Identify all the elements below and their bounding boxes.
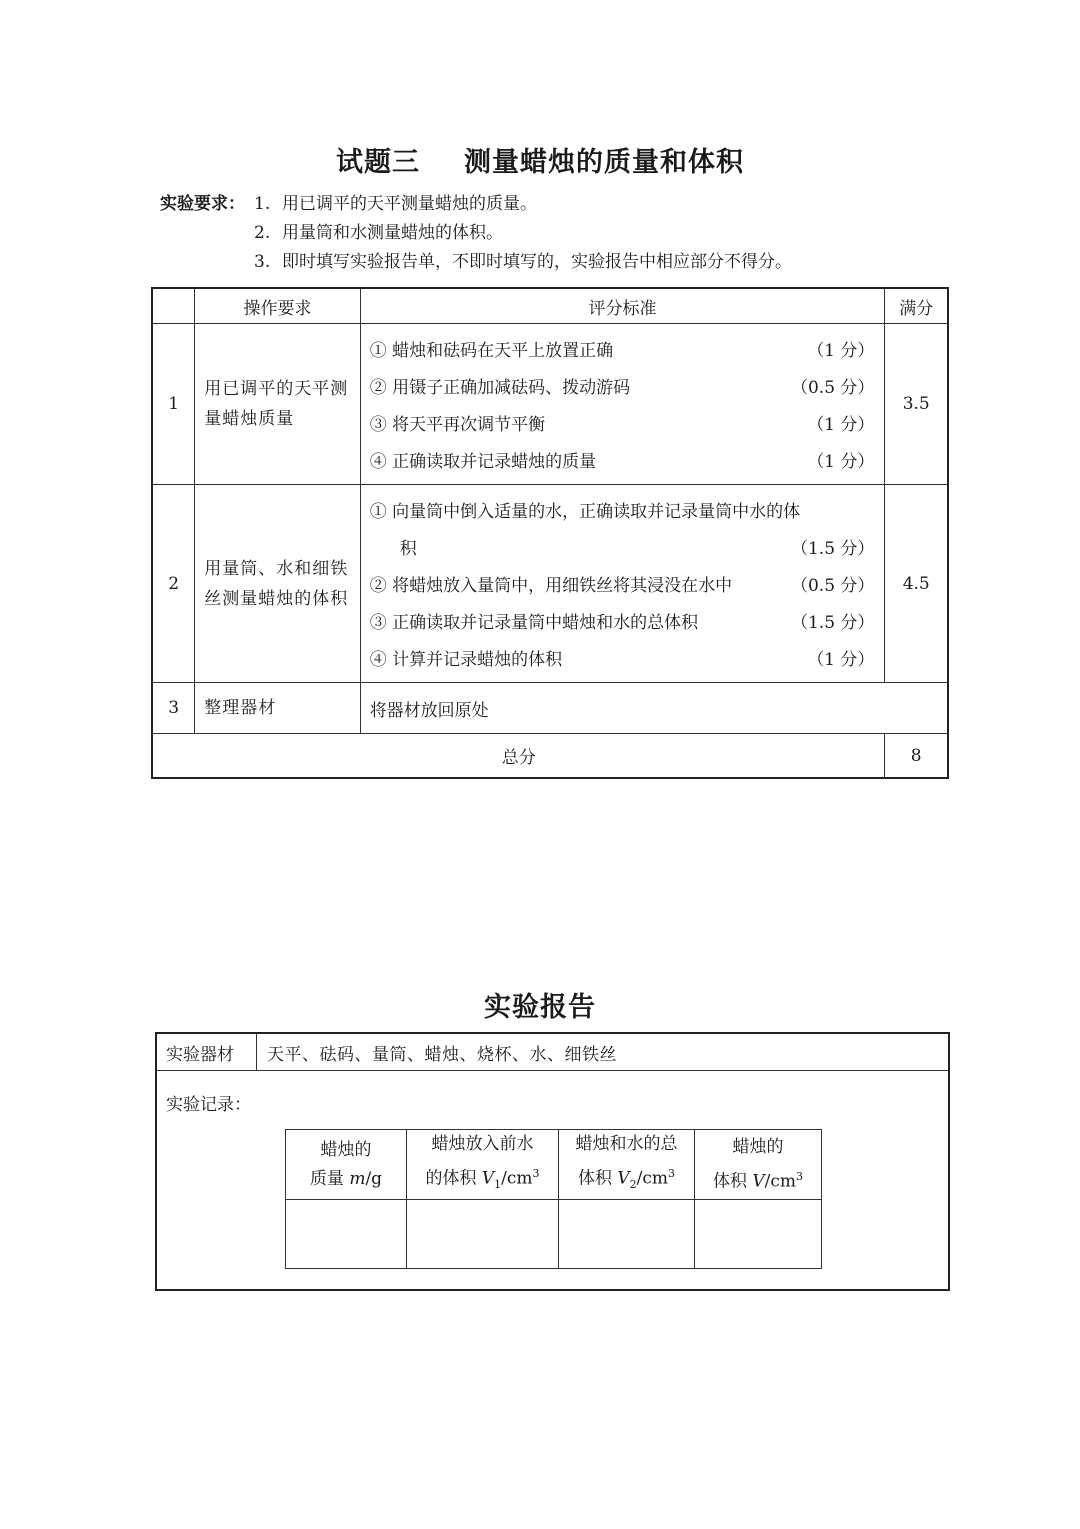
header-criteria: 评分标准 [360,288,885,324]
total-value: 8 [885,734,948,779]
title-part2: 测量蜡烛的质量和体积 [464,147,744,178]
record-col-header: 蜡烛放入前水 的体积 $V_1/cm^3$ [407,1130,559,1200]
table-row: 3 整理器材 将器材放回原处 [152,683,948,734]
record-label: 实验记录： [166,1095,251,1115]
criteria-cell: ① 蜡烛和砝码在天平上放置正确 （1 分） ② 用镊子正确加减砝码、拨动游码 （0.5 分） ③ 将天平再次调节平衡 （1 分） ④ 正确读取并记录蜡烛的质量 （1 分） [360,324,885,485]
record-col-header: 蜡烛的 体积 $V/cm^3$ [695,1130,822,1200]
total-label: 总分 [152,734,885,779]
record-cell-v2[interactable] [559,1200,695,1269]
record-input-row [286,1200,822,1269]
header-op: 操作要求 [195,288,360,324]
record-cell-v[interactable] [695,1200,822,1269]
table-row: 1 用已调平的天平测量蜡烛质量 ① 蜡烛和砝码在天平上放置正确 （1 分） ② 用镊子正确加减砝码、拨动游码 （0.5 分） ③ 将天平再次调节平衡 （1 分） ④ 正确读取并记录蜡烛的质量 （1 分） 3.5 [152,324,948,485]
equipment-label: 实验器材 [157,1034,257,1070]
header-max: 满分 [885,288,948,324]
criteria-cell: ① 向量筒中倒入适量的水，正确读取并记录量筒中水的体 积 （1.5 分） ② 将蜡烛放入量筒中，用细铁丝将其浸没在水中 （0.5 分） ③ 正确读取并记录量筒中蜡烛和水的总体积 （1.5 分） ④ 计算并记录蜡烛的体积 （1 分） [360,485,885,683]
table-row: 2 用量筒、水和细铁丝测量蜡烛的体积 ① 向量筒中倒入适量的水，正确读取并记录量筒中水的体 积 （1.5 分） ② 将蜡烛放入量筒中，用细铁丝将其浸没在水中 （0.5 分） ③ 正确读取并记录量筒中蜡烛和水的总体积 （1.5 分） ④ 计算并记录蜡烛的体积 （1 分） 4.5 [152,485,948,683]
total-row [152,734,948,779]
record-cell-v1[interactable] [407,1200,559,1269]
record-table [285,1129,822,1269]
table-header-row [152,288,948,324]
record-cell-mass[interactable] [286,1200,407,1269]
page-title [0,140,1080,179]
equipment-value: 天平、砝码、量筒、蜡烛、烧杯、水、细铁丝 [267,1044,617,1065]
requirements [160,190,792,277]
title-part1: 试题三 [336,147,420,178]
report-box [155,1032,950,1291]
record-col-header: 蜡烛的 质量 m/g [286,1130,407,1200]
record-header-row [286,1130,822,1200]
report-title: 实验报告 [484,992,596,1023]
requirement-item: 3. 即时填写实验报告单，不即时填写的，实验报告中相应部分不得分。 [254,252,792,272]
requirement-item: 2. 用量筒和水测量蜡烛的体积。 [254,223,503,243]
scoring-table [151,287,949,779]
requirements-label: 实验要求： [160,194,245,214]
equipment-row [157,1034,948,1071]
record-col-header: 蜡烛和水的总 体积 $V_2/cm^3$ [559,1130,695,1200]
requirement-item: 实验要求： 1. 用已调平的天平测量蜡烛的质量。 [160,190,792,219]
